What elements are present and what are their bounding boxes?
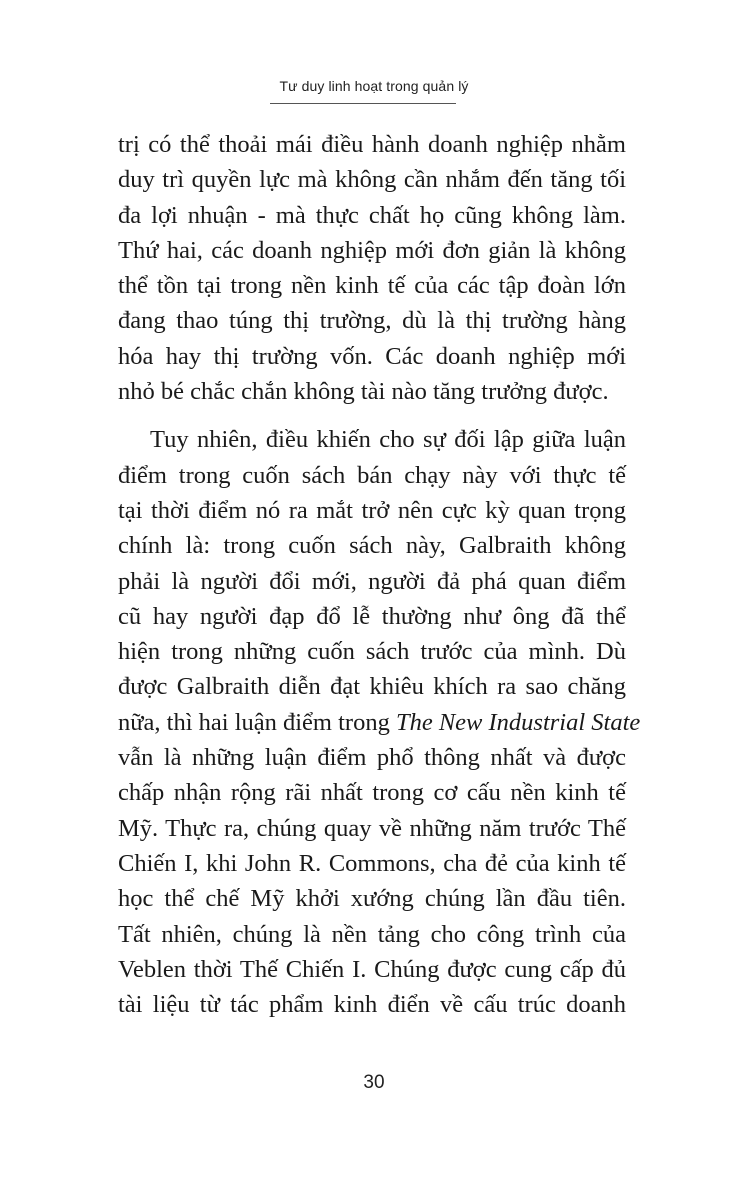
text-line: nhỏ bé chắc chắn không tài nào tăng trưởng được. <box>118 378 609 406</box>
text-line: tại thời điểm nó ra mắt trở nên cực kỳ quan trọng <box>118 496 626 524</box>
text-line: đa lợi nhuận - mà thực chất họ cũng không làm. <box>118 201 626 229</box>
text-line: chính là: trong cuốn sách này, Galbraith không <box>118 532 626 560</box>
paragraph-1 <box>118 127 626 409</box>
text-line: hiện trong những cuốn sách trước của mình. Dù <box>118 638 626 666</box>
text-line: thể tồn tại trong nền kinh tế của các tập đoàn lớn <box>118 272 626 300</box>
text-line: hóa hay thị trường vốn. Các doanh nghiệp mới <box>118 342 626 370</box>
text-line: Thứ hai, các doanh nghiệp mới đơn giản là không <box>118 236 626 264</box>
text-line-with-title <box>118 705 641 740</box>
text-line: tài liệu từ tác phẩm kinh điển về cấu trúc doanh <box>118 991 626 1019</box>
text-segment: nữa, thì hai luận điểm trong <box>118 708 396 736</box>
text-line: đang thao túng thị trường, dù là thị trường hàng <box>118 307 626 335</box>
running-header-title: Tư duy linh hoạt trong quản lý <box>279 78 469 94</box>
text-line: vẫn là những luận điểm phổ thông nhất và được <box>118 744 626 772</box>
text-line: Veblen thời Thế Chiến I. Chúng được cung cấp đủ <box>118 955 626 983</box>
text-line: chấp nhận rộng rãi nhất trong cơ cấu nền kinh tế <box>118 779 626 807</box>
text-line: Chiến I, khi John R. Commons, cha đẻ của kinh tế <box>118 849 626 877</box>
page-number: 30 <box>363 1072 385 1093</box>
paragraph-gap <box>118 409 626 422</box>
text-line: được Galbraith diễn đạt khiêu khích ra sao chăng <box>118 673 626 701</box>
text-line: cũ hay người đạp đổ lễ thường như ông đã thể <box>118 602 626 630</box>
book-title: The New Industrial State <box>395 708 641 736</box>
body-text <box>118 127 641 1022</box>
text-line: duy trì quyền lực mà không cần nhắm đến tăng tối <box>118 166 626 194</box>
header-rule <box>270 103 456 104</box>
text-line: trị có thể thoải mái điều hành doanh nghiệp nhằm <box>118 131 626 158</box>
text-line: Tuy nhiên, điều khiến cho sự đối lập giữa luận <box>150 426 626 454</box>
text-line: điểm trong cuốn sách bán chạy này với thực tế <box>118 461 626 489</box>
text-line: Mỹ. Thực ra, chúng quay về những năm trước Thế <box>118 814 626 842</box>
text-line: Tất nhiên, chúng là nền tảng cho công trình của <box>118 920 626 948</box>
paragraph-2 <box>118 422 641 1022</box>
text-line: học thể chế Mỹ khởi xướng chúng lần đầu tiên. <box>118 885 626 913</box>
text-line: phải là người đổi mới, người đả phá quan điểm <box>118 567 626 595</box>
